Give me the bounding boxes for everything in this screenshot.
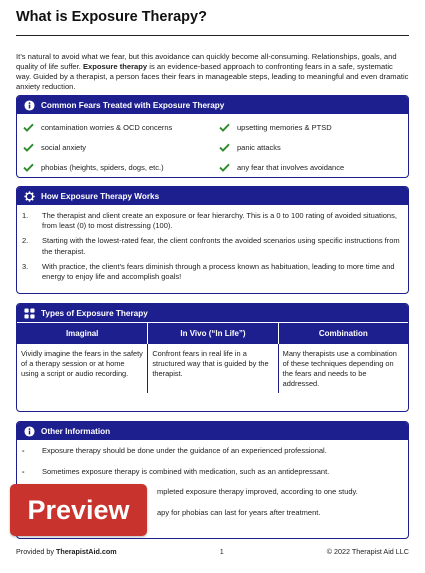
step-text: The therapist and client create an exposure or fear hierarchy. This is a 0 to 100 rating of avoided situations, from least (0) to most distressing (100).	[42, 211, 397, 231]
how-section-header	[17, 187, 408, 205]
list-item	[217, 139, 409, 156]
info-section-header	[17, 422, 408, 440]
intro-paragraph	[16, 52, 409, 93]
footer-brand: TherapistAid.com	[55, 547, 117, 556]
column-header: Imaginal	[17, 322, 147, 344]
fears-section-header	[17, 96, 408, 114]
gear-icon	[23, 190, 35, 202]
info-icon	[23, 99, 35, 111]
page-number: 1	[219, 547, 224, 556]
list-item	[21, 119, 217, 136]
checkmark-icon	[217, 123, 231, 132]
step-number: 2.	[22, 236, 29, 246]
list-item	[217, 119, 409, 136]
fear-label: social anxiety	[41, 143, 87, 152]
types-section-title: Types of Exposure Therapy	[41, 308, 148, 318]
info-text: apy for phobias can last for years after treatment.	[157, 507, 321, 517]
list-item	[17, 236, 400, 256]
info-text: Exposure therapy should be done under the guidance of an experienced professional.	[42, 446, 327, 455]
column-header: Combination	[278, 322, 408, 344]
footer-copyright: © 2022 Therapist Aid LLC	[326, 547, 409, 556]
list-item	[17, 262, 400, 282]
table-cell: Many therapists use a combination of these techniques depending on the fears and needs to be addressed.	[278, 344, 408, 393]
step-text: Starting with the lowest-rated fear, the client confronts the avoided scenarios using specific instructions from the therapist.	[42, 236, 400, 256]
fear-label: panic attacks	[237, 143, 281, 152]
fear-label: phobias (heights, spiders, dogs, etc.)	[41, 163, 164, 172]
list-item	[17, 446, 400, 467]
list-item	[217, 159, 409, 176]
preview-badge: Preview	[10, 484, 147, 536]
checkmark-icon	[21, 123, 35, 132]
info-text: mpleted exposure therapy improved, according to one study.	[157, 487, 358, 496]
fears-section	[16, 95, 409, 178]
types-section-header	[17, 304, 408, 322]
checkmark-icon	[217, 163, 231, 172]
steps-list	[17, 205, 408, 282]
footer-provided-by: Provided by	[16, 547, 56, 556]
dash-bullet: -	[22, 446, 25, 455]
fear-label: contamination worries & OCD concerns	[41, 123, 173, 132]
list-item	[17, 211, 400, 231]
page-title: What is Exposure Therapy?	[16, 9, 207, 25]
column-header: In Vivo (“In Life”)	[147, 322, 277, 344]
list-item	[21, 139, 217, 156]
info-text: Sometimes exposure therapy is combined with medication, such as an antidepressant.	[42, 466, 330, 476]
how-it-works-section	[16, 186, 409, 294]
checkmark-icon	[217, 143, 231, 152]
step-number: 3.	[22, 261, 29, 271]
step-number: 1.	[22, 211, 29, 220]
info-section-title: Other Information	[41, 426, 111, 436]
info-icon	[23, 425, 35, 437]
intro-bold-term: Exposure therapy	[82, 61, 148, 71]
checkmark-icon	[21, 163, 35, 172]
title-divider	[16, 35, 409, 36]
fears-section-title: Common Fears Treated with Exposure Therapy	[41, 100, 225, 110]
dash-bullet: -	[22, 466, 25, 476]
fears-list	[17, 114, 408, 176]
step-text: With practice, the client’s fears diminish through a process known as habituation, leading to more time and energy to enjoy life and accomplish goals!	[42, 261, 395, 282]
table-cell: Vividly imagine the fears in the safety of a therapy session or at home using a script or audio recording.	[21, 349, 143, 378]
grid-icon	[23, 307, 35, 319]
fear-label: any fear that involves avoidance	[237, 163, 345, 172]
intro-text-start: It’s natural to avoid what we fear, but this avoidance can quickly become all-consuming. Relationships, goals, and quality of life suffer.	[16, 51, 397, 71]
types-table	[17, 322, 408, 393]
footer-provider	[16, 547, 117, 556]
checkmark-icon	[21, 143, 35, 152]
how-section-title: How Exposure Therapy Works	[41, 191, 160, 201]
intro-text-end: is an evidence-based approach to confronting fears in a safe, systematic way. Guided by a therapist, a person faces their fears in manageable steps, leading to meaningful and even dramatic anxiety reduction.	[16, 61, 409, 92]
types-section	[16, 303, 409, 412]
footer	[16, 547, 409, 556]
fear-label: upsetting memories & PTSD	[237, 123, 332, 132]
table-cell: Confront fears in real life in a structured way that is guided by the therapist.	[147, 344, 277, 393]
list-item	[21, 159, 217, 176]
